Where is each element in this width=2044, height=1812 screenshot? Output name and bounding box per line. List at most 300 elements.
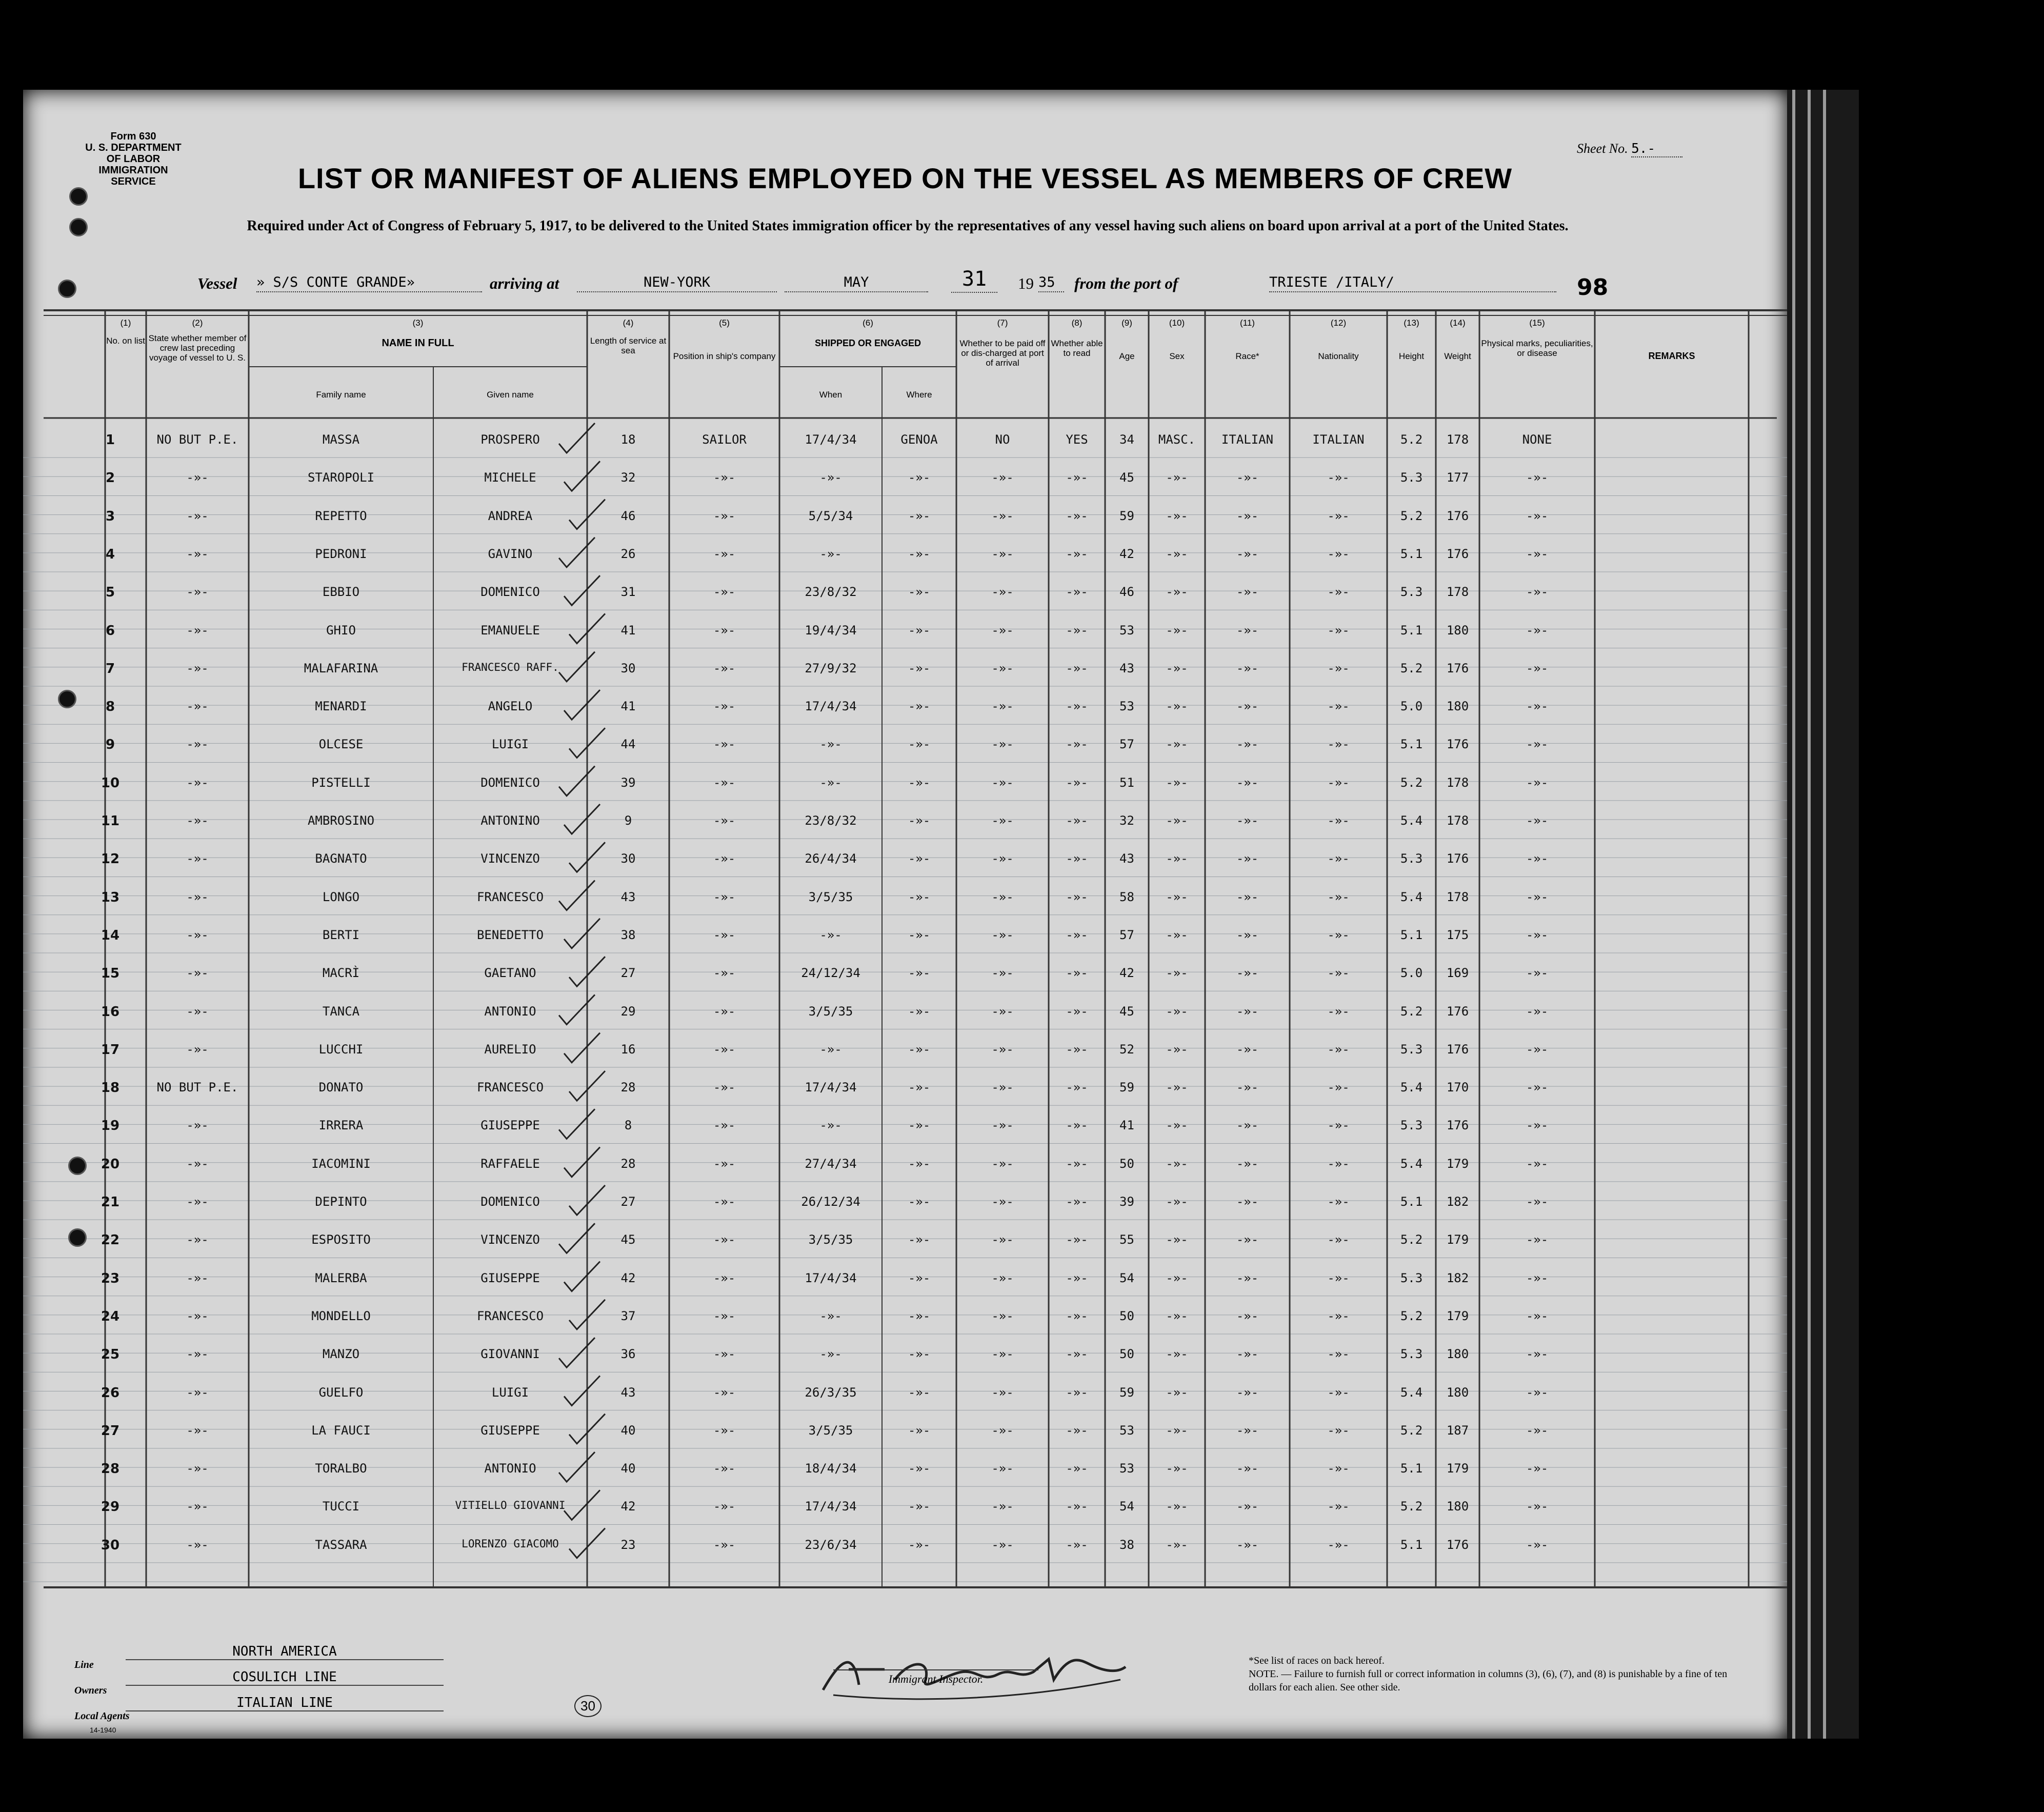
cell-when: 17/4/34 (805, 1270, 857, 1285)
col-number: (3) (412, 318, 424, 328)
cell-family: TANCA (322, 1004, 360, 1019)
cell-position: -»- (713, 775, 736, 790)
cell-family: MONDELLO (311, 1308, 371, 1323)
tally-value: 30 (574, 1695, 602, 1717)
cell-nat: -»- (1327, 585, 1350, 600)
cell-no: 3 (105, 508, 115, 524)
cell-height: 5.1 (1400, 1461, 1423, 1476)
punch-hole (69, 187, 88, 206)
cell-service: 18 (620, 432, 636, 447)
cell-read: -»- (1066, 1347, 1088, 1362)
cell-read: -»- (1066, 1156, 1088, 1171)
cell-read: -»- (1066, 1118, 1088, 1133)
cell-sex: -»- (1166, 1156, 1188, 1171)
cell-race: -»- (1236, 1499, 1259, 1514)
cell-height: 5.2 (1400, 432, 1423, 447)
cell-nat: ITALIAN (1312, 432, 1365, 447)
cell-position: -»- (713, 1423, 736, 1438)
col-number: (4) (623, 318, 634, 328)
cell-read: -»- (1066, 889, 1088, 904)
service-name: IMMIGRATION SERVICE (98, 165, 168, 187)
cell-age: 59 (1119, 508, 1134, 523)
cell-read: -»- (1066, 585, 1088, 600)
cell-race: -»- (1236, 1232, 1259, 1247)
cell-age: 50 (1119, 1347, 1134, 1362)
cell-read: -»- (1066, 851, 1088, 866)
cell-family: PISTELLI (311, 775, 371, 790)
col-number: (6) (863, 318, 873, 328)
cell-marks: -»- (1526, 927, 1549, 942)
cell-height: 5.2 (1400, 775, 1423, 790)
col-number: (9) (1121, 318, 1132, 328)
cell-age: 42 (1119, 546, 1134, 561)
cell-read: -»- (1066, 1499, 1088, 1514)
cell-position: -»- (713, 966, 736, 981)
cell-race: -»- (1236, 813, 1259, 828)
cell-service: 8 (624, 1118, 632, 1133)
cell-given: FRANCESCO (476, 889, 544, 904)
page-edge (1787, 90, 1859, 1739)
cell-marks: -»- (1526, 470, 1549, 485)
cell-race: -»- (1236, 1004, 1259, 1019)
cell-position: -»- (713, 623, 736, 638)
cell-paid: -»- (991, 1461, 1014, 1476)
cell-paid: -»- (991, 1270, 1014, 1285)
cell-no: 10 (101, 775, 120, 791)
cell-family: PEDRONI (315, 546, 367, 561)
cell-sex: -»- (1166, 623, 1188, 638)
cell-given: VINCENZO (480, 1232, 540, 1247)
cell-age: 59 (1119, 1385, 1134, 1400)
cell-paid: -»- (991, 699, 1014, 714)
cell-nat: -»- (1327, 851, 1350, 866)
cell-weight: 180 (1446, 623, 1469, 638)
cell-marks: -»- (1526, 623, 1549, 638)
cell-read: -»- (1066, 1308, 1088, 1323)
cell-when: 24/12/34 (801, 966, 860, 981)
cell-age: 59 (1119, 1080, 1134, 1095)
col-number: (5) (719, 318, 730, 328)
cell-family: IRRERA (318, 1118, 364, 1133)
cell-prev: NO BUT P.E. (156, 432, 238, 447)
cell-given: VINCENZO (480, 851, 540, 866)
cell-service: 29 (620, 1004, 636, 1019)
cell-given: AURELIO (484, 1042, 536, 1057)
cell-height: 5.4 (1400, 1080, 1423, 1095)
cell-when: 3/5/35 (808, 1004, 853, 1019)
cell-when: -»- (819, 737, 842, 752)
cell-age: 45 (1119, 470, 1134, 485)
cell-prev: -»- (186, 699, 209, 714)
cell-marks: -»- (1526, 1423, 1549, 1438)
cell-marks: -»- (1526, 1308, 1549, 1323)
cell-no: 25 (101, 1347, 120, 1363)
cell-read: -»- (1066, 927, 1088, 942)
cell-paid: -»- (991, 737, 1014, 752)
cell-nat: -»- (1327, 1004, 1350, 1019)
cell-race: -»- (1236, 1461, 1259, 1476)
cell-family: GHIO (326, 623, 356, 638)
cell-where: -»- (908, 508, 931, 523)
cell-where: GENOA (900, 432, 938, 447)
cell-weight: 178 (1446, 432, 1469, 447)
cell-nat: -»- (1327, 661, 1350, 675)
cell-read: -»- (1066, 1385, 1088, 1400)
cell-read: -»- (1066, 1080, 1088, 1095)
cell-given: ANTONIO (484, 1461, 536, 1476)
cell-where: -»- (908, 1537, 931, 1552)
cell-given: GAETANO (484, 966, 536, 981)
cell-position: -»- (713, 1118, 736, 1133)
cell-given: ANGELO (488, 699, 533, 714)
cell-marks: NONE (1522, 432, 1552, 447)
cell-age: 53 (1119, 1461, 1134, 1476)
cell-family: EBBIO (322, 585, 360, 600)
cell-height: 5.3 (1400, 470, 1423, 485)
cell-service: 28 (620, 1080, 636, 1095)
cell-nat: -»- (1327, 1118, 1350, 1133)
cell-height: 5.2 (1400, 1423, 1423, 1438)
cell-marks: -»- (1526, 889, 1549, 904)
cell-where: -»- (908, 1423, 931, 1438)
punch-hole (69, 218, 88, 236)
cell-service: 38 (620, 927, 636, 942)
cell-marks: -»- (1526, 1156, 1549, 1171)
cell-weight: 178 (1446, 775, 1469, 790)
cell-race: -»- (1236, 1080, 1259, 1095)
cell-age: 50 (1119, 1156, 1134, 1171)
col-header-previous-voyage: State whether member of crew last preceding voyage of vessel to U. S. (148, 333, 247, 363)
cell-no: 18 (101, 1080, 120, 1096)
cell-position: -»- (713, 1270, 736, 1285)
cell-read: -»- (1066, 1042, 1088, 1057)
cell-position: -»- (713, 1308, 736, 1323)
cell-nat: -»- (1327, 1537, 1350, 1552)
cell-weight: 176 (1446, 1004, 1469, 1019)
cell-race: -»- (1236, 1385, 1259, 1400)
cell-prev: -»- (186, 1232, 209, 1247)
col-number: (11) (1240, 318, 1255, 328)
cell-age: 43 (1119, 661, 1134, 675)
cell-no: 8 (105, 699, 115, 715)
cell-prev: -»- (186, 1537, 209, 1552)
cell-given: RAFFAELE (480, 1156, 540, 1171)
cell-race: -»- (1236, 851, 1259, 866)
cell-marks: -»- (1526, 1232, 1549, 1247)
cell-given: DOMENICO (480, 775, 540, 790)
punch-hole (68, 1157, 87, 1175)
cell-read: -»- (1066, 1194, 1088, 1209)
cell-height: 5.2 (1400, 508, 1423, 523)
vessel-value: » S/S CONTE GRANDE» (256, 274, 482, 292)
cell-when: 26/4/34 (805, 851, 857, 866)
cell-given: GIUSEPPE (480, 1118, 540, 1133)
cell-nat: -»- (1327, 1461, 1350, 1476)
cell-weight: 180 (1446, 699, 1469, 714)
cell-nat: -»- (1327, 813, 1350, 828)
cell-prev: -»- (186, 546, 209, 561)
cell-service: 39 (620, 775, 636, 790)
cell-given: FRANCESCO RAFF. (462, 661, 559, 673)
table-grid (23, 90, 1787, 1739)
cell-given: GIOVANNI (480, 1347, 540, 1362)
cell-when: 23/8/32 (805, 585, 857, 600)
cell-given: ANDREA (488, 508, 533, 523)
cell-marks: -»- (1526, 585, 1549, 600)
cell-family: DONATO (318, 1080, 364, 1095)
cell-sex: -»- (1166, 737, 1188, 752)
cell-weight: 175 (1446, 927, 1469, 942)
cell-service: 37 (620, 1308, 636, 1323)
cell-age: 42 (1119, 966, 1134, 981)
cell-family: REPETTO (315, 508, 367, 523)
cell-where: -»- (908, 1042, 931, 1057)
cell-prev: -»- (186, 851, 209, 866)
cell-weight: 176 (1446, 546, 1469, 561)
cell-marks: -»- (1526, 851, 1549, 866)
cell-service: 46 (620, 508, 636, 523)
cell-height: 5.1 (1400, 927, 1423, 942)
col-number: (15) (1529, 318, 1545, 328)
cell-position: -»- (713, 1194, 736, 1209)
cell-paid: -»- (991, 1423, 1014, 1438)
cell-where: -»- (908, 1461, 931, 1476)
year-prefix: 19 (1018, 274, 1034, 292)
cell-prev: NO BUT P.E. (156, 1080, 238, 1095)
cell-nat: -»- (1327, 623, 1350, 638)
cell-paid: -»- (991, 585, 1014, 600)
cell-nat: -»- (1327, 927, 1350, 942)
cell-height: 5.3 (1400, 1042, 1423, 1057)
cell-read: -»- (1066, 546, 1088, 561)
cell-given: MICHELE (484, 470, 536, 485)
cell-age: 46 (1119, 585, 1134, 600)
cell-position: -»- (713, 470, 736, 485)
col-header-family-name: Family name (316, 390, 366, 400)
cell-paid: -»- (991, 1308, 1014, 1323)
cell-given: LUIGI (491, 1385, 529, 1400)
cell-service: 45 (620, 1232, 636, 1247)
cell-paid: -»- (991, 813, 1014, 828)
col-header-name: NAME IN FULL (382, 337, 454, 349)
cell-age: 45 (1119, 1004, 1134, 1019)
cell-age: 54 (1119, 1270, 1134, 1285)
cell-race: -»- (1236, 1194, 1259, 1209)
cell-given: PROSPERO (480, 432, 540, 447)
cell-prev: -»- (186, 1156, 209, 1171)
cell-no: 13 (101, 889, 120, 905)
cell-where: -»- (908, 699, 931, 714)
col-header-sex: Sex (1169, 351, 1185, 361)
col-header-age: Age (1119, 351, 1135, 361)
cell-race: -»- (1236, 508, 1259, 523)
port-value: TRIESTE /ITALY/ (1269, 274, 1556, 292)
cell-given: VITIELLO GIOVANNI (455, 1499, 566, 1512)
page-title: LIST OR MANIFEST OF ALIENS EMPLOYED ON THE VESSEL AS MEMBERS OF CREW (297, 162, 1513, 194)
cell-prev: -»- (186, 1042, 209, 1057)
cell-age: 58 (1119, 889, 1134, 904)
cell-marks: -»- (1526, 813, 1549, 828)
cell-read: -»- (1066, 1004, 1088, 1019)
cell-age: 53 (1119, 623, 1134, 638)
cell-prev: -»- (186, 623, 209, 638)
cell-paid: -»- (991, 1080, 1014, 1095)
cell-marks: -»- (1526, 1004, 1549, 1019)
col-number: (10) (1169, 318, 1185, 328)
cell-no: 30 (101, 1537, 120, 1553)
cell-read: -»- (1066, 508, 1088, 523)
cell-family: BERTI (322, 927, 360, 942)
cell-race: -»- (1236, 623, 1259, 638)
cell-service: 30 (620, 661, 636, 675)
cell-paid: NO (995, 432, 1010, 447)
cell-race: -»- (1236, 966, 1259, 981)
cell-read: -»- (1066, 813, 1088, 828)
cell-paid: -»- (991, 775, 1014, 790)
cell-prev: -»- (186, 585, 209, 600)
cell-height: 5.2 (1400, 661, 1423, 675)
col-number: (1) (120, 318, 131, 328)
cell-marks: -»- (1526, 661, 1549, 675)
cell-sex: -»- (1166, 889, 1188, 904)
cell-no: 6 (105, 623, 115, 639)
cell-given: GIUSEPPE (480, 1270, 540, 1285)
cell-position: -»- (713, 1461, 736, 1476)
footnote (1249, 1654, 1731, 1694)
cell-marks: -»- (1526, 737, 1549, 752)
cell-paid: -»- (991, 1118, 1014, 1133)
cell-family: MALAFARINA (304, 661, 378, 675)
cell-position: -»- (713, 661, 736, 675)
cell-age: 51 (1119, 775, 1134, 790)
cell-height: 5.1 (1400, 546, 1423, 561)
tally-circle (574, 1695, 602, 1717)
cell-race: -»- (1236, 585, 1259, 600)
cell-when: -»- (819, 546, 842, 561)
cell-no: 12 (101, 851, 120, 867)
cell-prev: -»- (186, 1004, 209, 1019)
cell-no: 20 (101, 1156, 120, 1172)
cell-sex: -»- (1166, 851, 1188, 866)
owners-value: COSULICH LINE (126, 1669, 444, 1686)
cell-marks: -»- (1526, 699, 1549, 714)
month-value: MAY (785, 274, 928, 292)
cell-paid: -»- (991, 966, 1014, 981)
cell-position: -»- (713, 927, 736, 942)
cell-service: 42 (620, 1499, 636, 1514)
cell-height: 5.2 (1400, 1499, 1423, 1514)
cell-where: -»- (908, 1232, 931, 1247)
cell-paid: -»- (991, 851, 1014, 866)
cell-weight: 176 (1446, 1118, 1469, 1133)
cell-prev: -»- (186, 1499, 209, 1514)
cell-sex: -»- (1166, 1537, 1188, 1552)
cell-nat: -»- (1327, 1042, 1350, 1057)
cell-family: MACRÌ (322, 966, 360, 981)
cell-family: BAGNATO (315, 851, 367, 866)
cell-where: -»- (908, 1118, 931, 1133)
cell-weight: 179 (1446, 1308, 1469, 1323)
cell-race: -»- (1236, 1042, 1259, 1057)
col-header-service-length: Length of service at sea (590, 336, 667, 355)
cell-height: 5.1 (1400, 623, 1423, 638)
cell-no: 22 (101, 1232, 120, 1248)
cell-race: -»- (1236, 699, 1259, 714)
cell-sex: -»- (1166, 1118, 1188, 1133)
col-number: (7) (997, 318, 1008, 328)
col-header-able-to-read: Whether able to read (1051, 338, 1103, 358)
cell-no: 9 (105, 737, 115, 753)
cell-nat: -»- (1327, 889, 1350, 904)
cell-where: -»- (908, 1080, 931, 1095)
cell-sex: -»- (1166, 1461, 1188, 1476)
cell-sex: -»- (1166, 1499, 1188, 1514)
cell-weight: 170 (1446, 1080, 1469, 1095)
cell-no: 17 (101, 1042, 120, 1058)
col-number: (14) (1450, 318, 1466, 328)
cell-family: DEPINTO (315, 1194, 367, 1209)
cell-paid: -»- (991, 1194, 1014, 1209)
cell-where: -»- (908, 1004, 931, 1019)
cell-no: 19 (101, 1118, 120, 1134)
cell-read: -»- (1066, 1423, 1088, 1438)
cell-race: -»- (1236, 1156, 1259, 1171)
cell-marks: -»- (1526, 1461, 1549, 1476)
cell-prev: -»- (186, 470, 209, 485)
cell-marks: -»- (1526, 966, 1549, 981)
cell-race: -»- (1236, 1347, 1259, 1362)
cell-sex: -»- (1166, 1385, 1188, 1400)
cell-weight: 179 (1446, 1232, 1469, 1247)
cell-when: 23/8/32 (805, 813, 857, 828)
cell-when: -»- (819, 927, 842, 942)
cell-age: 53 (1119, 1423, 1134, 1438)
cell-when: 23/6/34 (805, 1537, 857, 1552)
cell-service: 26 (620, 546, 636, 561)
cell-race: ITALIAN (1221, 432, 1274, 447)
cell-given: DOMENICO (480, 585, 540, 600)
cell-age: 38 (1119, 1537, 1134, 1552)
cell-weight: 169 (1446, 966, 1469, 981)
arriving-value: NEW-YORK (577, 274, 777, 292)
col-header-where: Where (906, 390, 932, 400)
cell-height: 5.3 (1400, 1270, 1423, 1285)
cell-race: -»- (1236, 661, 1259, 675)
cell-where: -»- (908, 889, 931, 904)
cell-height: 5.0 (1400, 699, 1423, 714)
cell-when: -»- (819, 1118, 842, 1133)
cell-prev: -»- (186, 737, 209, 752)
cell-no: 11 (101, 813, 120, 829)
cell-when: -»- (819, 470, 842, 485)
col-header-race: Race* (1235, 351, 1259, 361)
cell-service: 43 (620, 889, 636, 904)
cell-service: 42 (620, 1270, 636, 1285)
cell-where: -»- (908, 927, 931, 942)
cell-weight: 178 (1446, 813, 1469, 828)
cell-age: 50 (1119, 1308, 1134, 1323)
cell-sex: MASC. (1158, 432, 1196, 447)
cell-family: LONGO (322, 889, 360, 904)
cell-when: -»- (819, 775, 842, 790)
cell-when: 17/4/34 (805, 699, 857, 714)
cell-read: -»- (1066, 1461, 1088, 1476)
cell-no: 27 (101, 1423, 120, 1439)
cell-family: TASSARA (315, 1537, 367, 1552)
cell-when: 5/5/34 (808, 508, 853, 523)
footnote-races: *See list of races on back hereof. (1249, 1655, 1385, 1666)
cell-service: 32 (620, 470, 636, 485)
